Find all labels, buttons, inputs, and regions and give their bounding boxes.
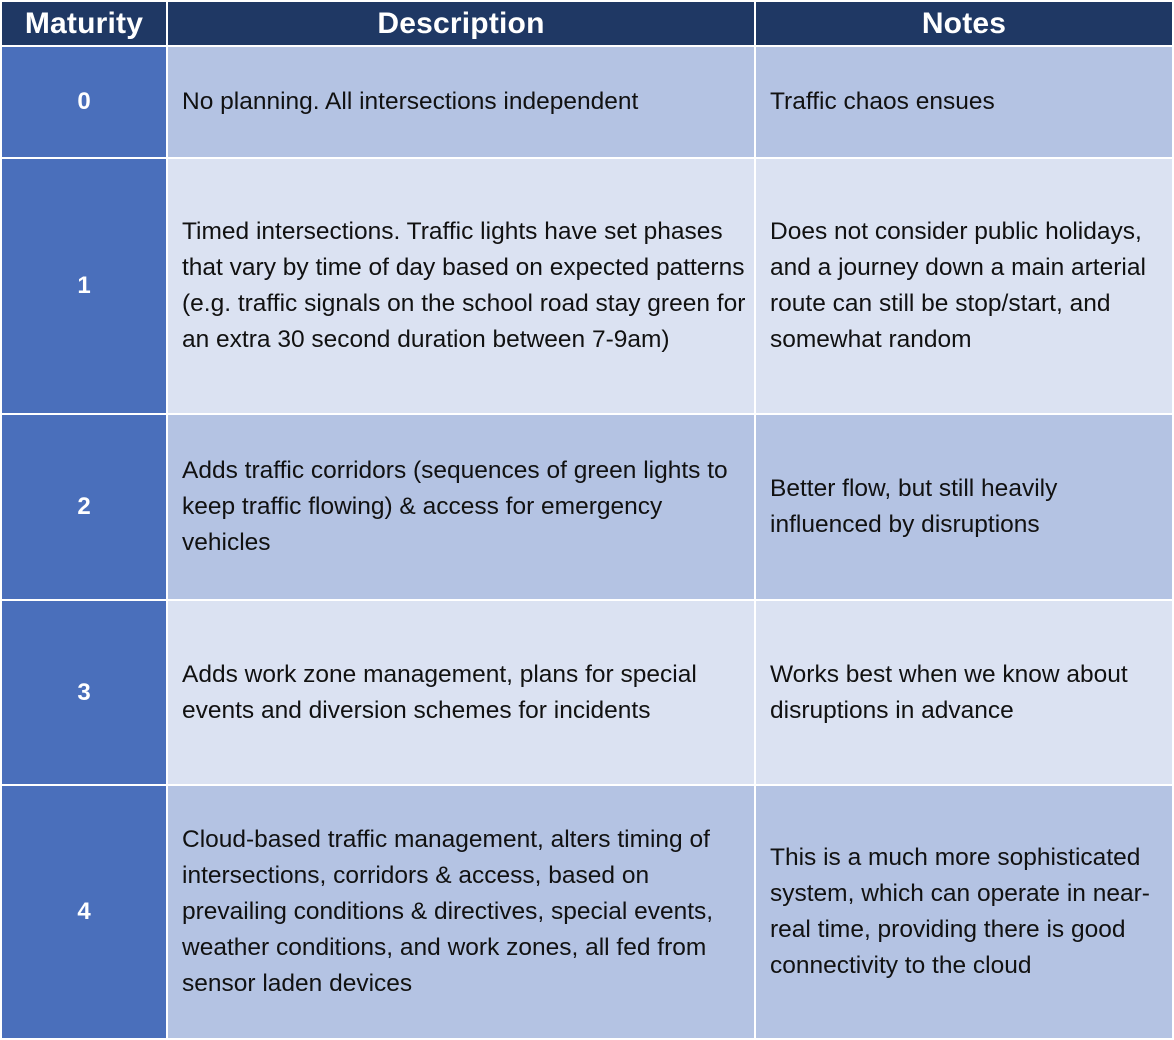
description-cell: Cloud-based traffic management, alters timing of intersections, corridors & access, based on prevailing conditions & directives, special events, weather conditions, and work zones, all fed from sensor laden devices [167, 785, 755, 1039]
table-body [1, 46, 1173, 1039]
maturity-level: 3 [1, 600, 167, 785]
notes-cell: Traffic chaos ensues [755, 46, 1173, 158]
notes-cell: Does not consider public holidays, and a journey down a main arterial route can still be stop/start, and somewhat random [755, 158, 1173, 414]
header-maturity: Maturity [1, 1, 167, 46]
table-row [1, 158, 1173, 414]
maturity-level: 4 [1, 785, 167, 1039]
description-cell: Adds work zone management, plans for special events and diversion schemes for incidents [167, 600, 755, 785]
description-cell: Timed intersections. Traffic lights have set phases that vary by time of day based on expected patterns (e.g. traffic signals on the school road stay green for an extra 30 second duration between 7-9am) [167, 158, 755, 414]
table-header [1, 1, 1173, 46]
description-cell: No planning. All intersections independent [167, 46, 755, 158]
maturity-level: 2 [1, 414, 167, 600]
table-row [1, 414, 1173, 600]
table-row [1, 600, 1173, 785]
maturity-level: 0 [1, 46, 167, 158]
notes-cell: Works best when we know about disruptions in advance [755, 600, 1173, 785]
header-row [1, 1, 1173, 46]
table-row [1, 785, 1173, 1039]
description-cell: Adds traffic corridors (sequences of green lights to keep traffic flowing) & access for emergency vehicles [167, 414, 755, 600]
maturity-level: 1 [1, 158, 167, 414]
notes-cell: This is a much more sophisticated system, which can operate in near-real time, providing there is good connectivity to the cloud [755, 785, 1173, 1039]
header-notes: Notes [755, 1, 1173, 46]
header-description: Description [167, 1, 755, 46]
table-row [1, 46, 1173, 158]
notes-cell: Better flow, but still heavily influenced by disruptions [755, 414, 1173, 600]
